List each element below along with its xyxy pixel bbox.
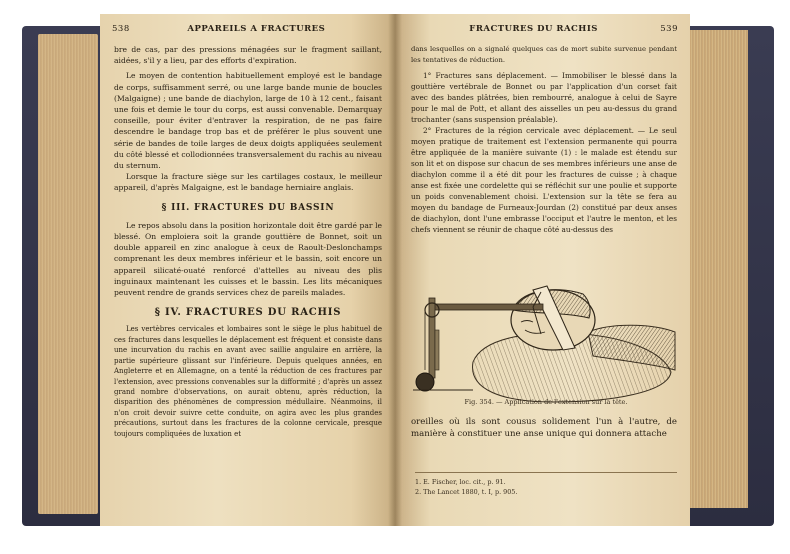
footnotes (415, 472, 677, 497)
right-page-body (411, 44, 677, 235)
section-heading-bassin: § III. FRACTURES DU BASSIN (161, 202, 335, 213)
left-para-2: Le moyen de contention habituellement employé est le bandage de corps, suffisamment serré, ou une large bande munie de boucles (Malgaigne) ; une bande de diachylon, large de 10 à 12 cent., faisant une fois et demie le tour du corps, est aussi convenable. Demarquay conseille, pour éviter d'entraver la respiration, de ne pas faire descendre le bandage trop bas et de préférer le plus souvent une série de bandes de toile larges de deux doigts appliquées seulement du côté blessé et collodionnées transversalement du rachis au niveau du sternum. (114, 71, 382, 171)
right-page-title: FRACTURES DU RACHIS (469, 24, 598, 34)
left-page-body (114, 44, 382, 439)
left-page (100, 14, 395, 526)
left-page-title: APPAREILS A FRACTURES (187, 24, 326, 34)
left-page-edges (38, 34, 98, 514)
left-para-1: bre de cas, par des pressions ménagées sur le fragment saillant, aidées, s'il y a lieu, par des efforts d'expiration. (114, 45, 382, 66)
book-gutter-shadow (388, 14, 402, 526)
left-para-5: Les vertèbres cervicales et lombaires sont le siège le plus habituel de ces fractures dans lesquelles le déplacement est fréquent et consiste dans une incurvation du rachis en avant avec saillie angulaire en arrière, la partie supérieure glissant sur l'inférieure. Depuis quelques années, en Angleterre et en Allemagne, on a tenté la réduction de ces fractures par l'extension, avec pressions convenables sur la difformité ; d'après un assez grand nombre d'observations, on aurait obtenu, après réduction, la disparition des phénomènes de compression médullaire. Néanmoins, il n'on croit devoir suivre cette conduite, on agira avec les plus grandes précautions, surtout dans les fractures de la colonne cervicale, presque toujours compliquées de luxation et (114, 325, 382, 438)
right-page-number: 539 (660, 24, 678, 34)
left-running-head (112, 24, 383, 34)
left-page-number: 538 (112, 24, 130, 34)
engraving-head-traction (413, 252, 678, 407)
right-running-head (407, 24, 678, 34)
right-para-1: dans lesquelles on a signalé quelques cas de mort subite survenue pendant les tentatives de réduction. (411, 45, 677, 64)
left-para-4: Le repos absolu dans la position horizontale doit être gardé par le blessé. On emploiera soit la grande gouttière de Bonnet, soit un double appareil en zinc analogue à ceux de Raoult-Deslonchamps comprenant les deux membres inférieur et le bassin, soit encore un appareil silicaté-ouaté renforcé d'attelles au niveau des plis inguinaux maintenant les cuisses et le bassin. Les lits mécaniques peuvent rendre de grands services chez de pareils malades. (114, 220, 382, 298)
figure-caption: Fig. 354. — Application de l'extension sur la tête. (464, 398, 628, 406)
right-para-2: 1° Fractures sans déplacement. — Immobiliser le blessé dans la gouttière vertébrale de Bonnet ou par l'application d'un corset fait avec des bandes plâtrées, bien rembourré, analogue à celui de Sayre pour le mal de Pott, et allant des aisselles un peu au-dessus du grand trochanter (sans suspension préalable). (411, 71, 677, 124)
left-para-3: Lorsque la fracture siège sur les cartilages costaux, le meilleur appareil, d'après Malgaigne, est le bandage herniaire anglais. (114, 172, 382, 193)
right-para-4: oreilles où ils sont cousus solidement l'un à l'autre, de manière à constituer une anse unique qui donnera attache (411, 417, 677, 439)
right-para-3: 2° Fractures de la région cervicale avec déplacement. — Le seul moyen pratique de traitement est l'extension permanente qui pourra être appliquée de la manière suivante (1) : le malade est étendu sur son lit et on dispose sur chacun de ses membres inférieurs une anse de diachylon comme il a été dit pour les fractures de cuisse ; à chaque anse est fixée une cordelette qui se réfléchit sur une poulie et supporte un poids convenablement choisi. L'extension sur la tête se fera au moyen du bandage de Furneaux-Jourdan (2) constitué par deux anses de diachylon, dont l'une embrasse l'occiput et l'autre le menton, et les chefs viennent se réunir de chaque côté au-dessus des (411, 126, 677, 234)
right-page (395, 14, 690, 526)
footnote-2: 2. The Lancet 1880, t. I, p. 905. (415, 488, 518, 496)
right-page-body-continued (411, 416, 677, 440)
right-page-edges (690, 30, 748, 508)
section-heading-rachis: § IV. FRACTURES DU RACHIS (154, 307, 342, 319)
footnote-1: 1. E. Fischer, loc. cit., p. 91. (415, 478, 506, 486)
